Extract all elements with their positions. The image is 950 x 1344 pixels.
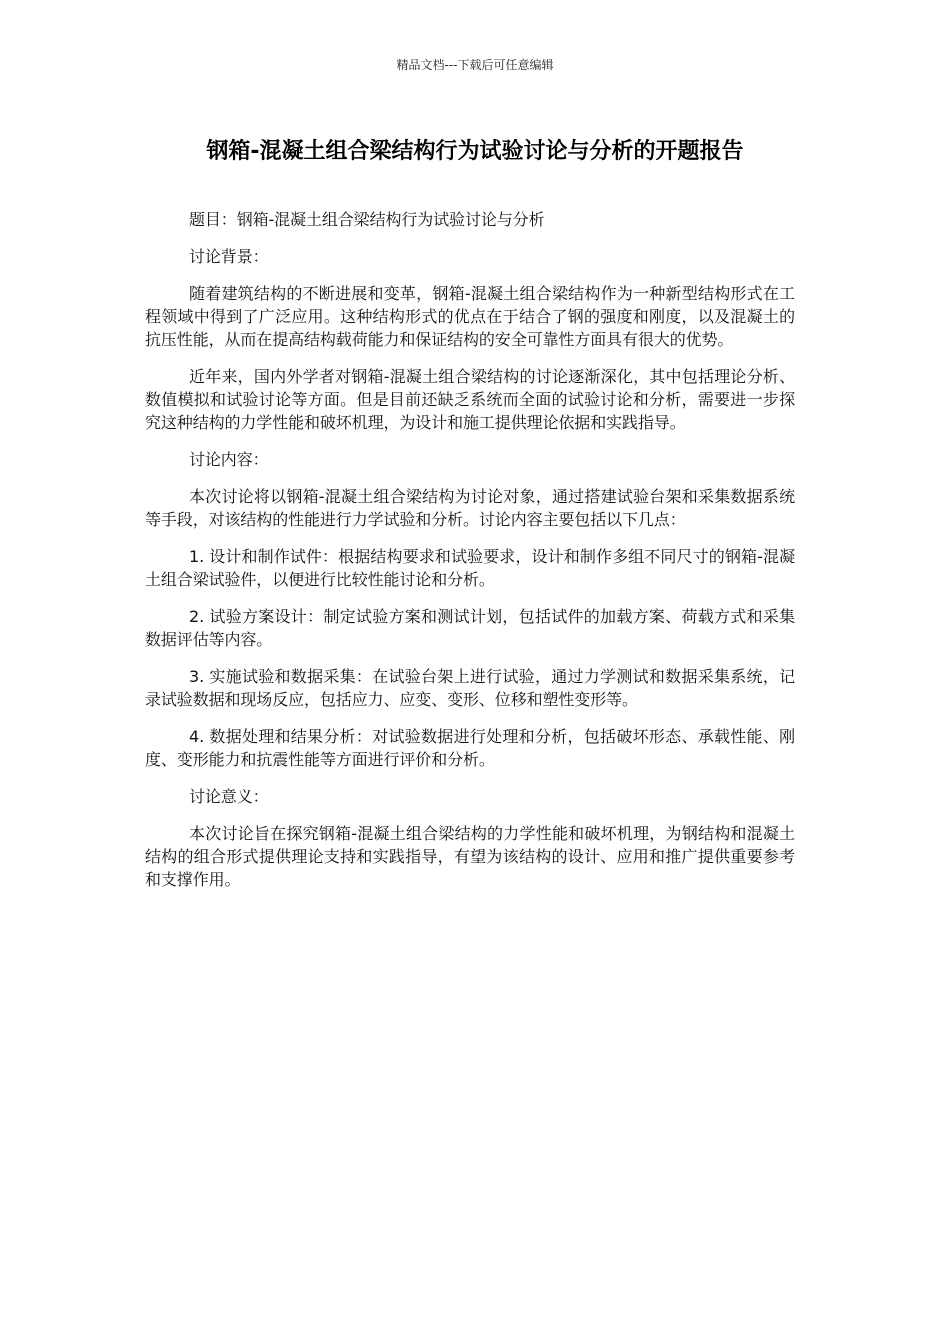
header-note: 精品文档---下载后可任意编辑 [396,58,554,72]
content-item-4: 4. 数据处理和结果分析：对试验数据进行处理和分析，包括破坏形态、承载性能、刚度、变形能力和抗震性能等方面进行评价和分析。 [145,727,795,769]
document-body [145,208,795,905]
background-paragraph-2: 近年来，国内外学者对钢箱-混凝土组合梁结构的讨论逐渐深化，其中包括理论分析、数值模拟和试验讨论等方面。但是目前还缺乏系统而全面的试验讨论和分析，需要进一步探究这种结构的力学性能和破坏机理，为设计和施工提供理论依据和实践指导。 [145,367,795,432]
content-intro: 本次讨论将以钢箱-混凝土组合梁结构为讨论对象，通过搭建试验台架和采集数据系统等手段，对该结构的性能进行力学试验和分析。讨论内容主要包括以下几点： [145,487,795,529]
content-heading: 讨论内容： [189,450,269,469]
subject-line: 题目：钢箱-混凝土组合梁结构行为试验讨论与分析 [189,210,545,229]
significance-paragraph: 本次讨论旨在探究钢箱-混凝土组合梁结构的力学性能和破坏机理，为钢结构和混凝土结构的组合形式提供理论支持和实践指导，有望为该结构的设计、应用和推广提供重要参考和支撑作用。 [145,824,795,889]
background-heading: 讨论背景： [189,247,269,266]
content-item-1: 1. 设计和制作试件：根据结构要求和试验要求，设计和制作多组不同尺寸的钢箱-混凝土组合梁试验件，以便进行比较性能讨论和分析。 [145,547,795,589]
background-paragraph-1: 随着建筑结构的不断进展和变革，钢箱-混凝土组合梁结构作为一种新型结构形式在工程领域中得到了广泛应用。这种结构形式的优点在于结合了钢的强度和刚度，以及混凝土的抗压性能，从而在提高结构载荷能力和保证结构的安全可靠性方面具有很大的优势。 [145,284,795,349]
content-item-3: 3. 实施试验和数据采集：在试验台架上进行试验，通过力学测试和数据采集系统，记录试验数据和现场反应，包括应力、应变、变形、位移和塑性变形等。 [145,667,795,709]
content-item-2: 2. 试验方案设计：制定试验方案和测试计划，包括试件的加载方案、荷载方式和采集数据评估等内容。 [145,607,795,649]
significance-heading: 讨论意义： [189,787,269,806]
document-title: 钢箱-混凝土组合梁结构行为试验讨论与分析的开题报告 [206,139,744,164]
